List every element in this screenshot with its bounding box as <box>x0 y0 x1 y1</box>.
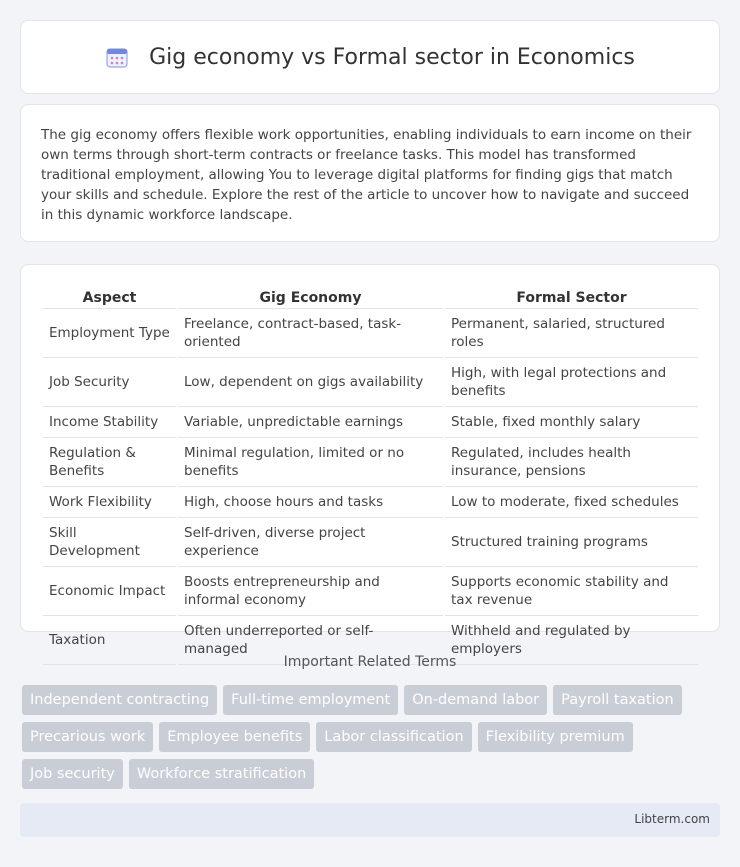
related-term-tag[interactable]: On-demand labor <box>404 685 547 715</box>
page-title: Gig economy vs Formal sector in Economics <box>149 44 635 70</box>
intro-text: The gig economy offers flexible work opportunities, enabling individuals to earn income on their own terms through short-term contracts or freelance tasks. This model has transformed traditional employment, allowing You to leverage digital platforms for finding gigs that match your skills and schedule. Explore the rest of the article to uncover how to navigate and succeed in this dynamic workforce landscape. <box>41 127 692 223</box>
table-cell: Low, dependent on gigs availability <box>178 358 443 407</box>
column-header-aspect: Aspect <box>43 285 176 309</box>
table-cell: Freelance, contract-based, task-oriented <box>178 309 443 358</box>
related-term-tag[interactable]: Payroll taxation <box>553 685 682 715</box>
table-row <box>43 438 698 487</box>
table-row <box>43 309 698 358</box>
table-cell: Minimal regulation, limited or no benefits <box>178 438 443 487</box>
related-term-tag[interactable]: Flexibility premium <box>478 722 633 752</box>
related-term-tag[interactable]: Full-time employment <box>223 685 398 715</box>
related-terms-list <box>22 685 722 789</box>
table-cell: Self-driven, diverse project experience <box>178 518 443 567</box>
footer-site-link[interactable]: Libterm.com <box>634 812 710 826</box>
title-card <box>20 20 720 94</box>
related-term-tag[interactable]: Labor classification <box>316 722 471 752</box>
intro-card <box>20 104 720 242</box>
table-cell: High, choose hours and tasks <box>178 487 443 518</box>
table-cell: Stable, fixed monthly salary <box>445 407 698 438</box>
table-cell: Skill Development <box>43 518 176 567</box>
footer-bar <box>20 803 720 837</box>
table-cell: Often underreported or self-managed <box>178 616 443 665</box>
column-header-gig-economy: Gig Economy <box>178 285 443 309</box>
table-cell: Regulated, includes health insurance, pensions <box>445 438 698 487</box>
table-cell: Regulation & Benefits <box>43 438 176 487</box>
comparison-card <box>20 264 720 657</box>
related-terms-heading: Important Related Terms <box>283 654 457 670</box>
table-cell: Low to moderate, fixed schedules <box>445 487 698 518</box>
table-row <box>43 567 698 616</box>
table-cell: Income Stability <box>43 407 176 438</box>
related-term-tag[interactable]: Workforce stratification <box>129 759 314 789</box>
table-row <box>43 407 698 438</box>
table-cell: High, with legal protections and benefits <box>445 358 698 407</box>
related-term-tag[interactable]: Independent contracting <box>22 685 217 715</box>
table-row <box>43 518 698 567</box>
table-cell: Boosts entrepreneurship and informal economy <box>178 567 443 616</box>
table-cell: Job Security <box>43 358 176 407</box>
related-term-tag[interactable]: Precarious work <box>22 722 153 752</box>
column-header-formal-sector: Formal Sector <box>445 285 698 309</box>
calendar-icon <box>105 45 129 69</box>
table-cell: Supports economic stability and tax revenue <box>445 567 698 616</box>
table-row <box>43 358 698 407</box>
table-cell: Economic Impact <box>43 567 176 616</box>
related-term-tag[interactable]: Job security <box>22 759 123 789</box>
related-term-tag[interactable]: Employee benefits <box>159 722 310 752</box>
table-row <box>43 487 698 518</box>
table-cell: Variable, unpredictable earnings <box>178 407 443 438</box>
table-cell: Work Flexibility <box>43 487 176 518</box>
table-cell: Permanent, salaried, structured roles <box>445 309 698 358</box>
table-cell: Employment Type <box>43 309 176 358</box>
table-cell: Structured training programs <box>445 518 698 567</box>
table-cell: Taxation <box>43 616 176 665</box>
table-cell: Withheld and regulated by employers <box>445 616 698 665</box>
comparison-table <box>41 285 700 665</box>
